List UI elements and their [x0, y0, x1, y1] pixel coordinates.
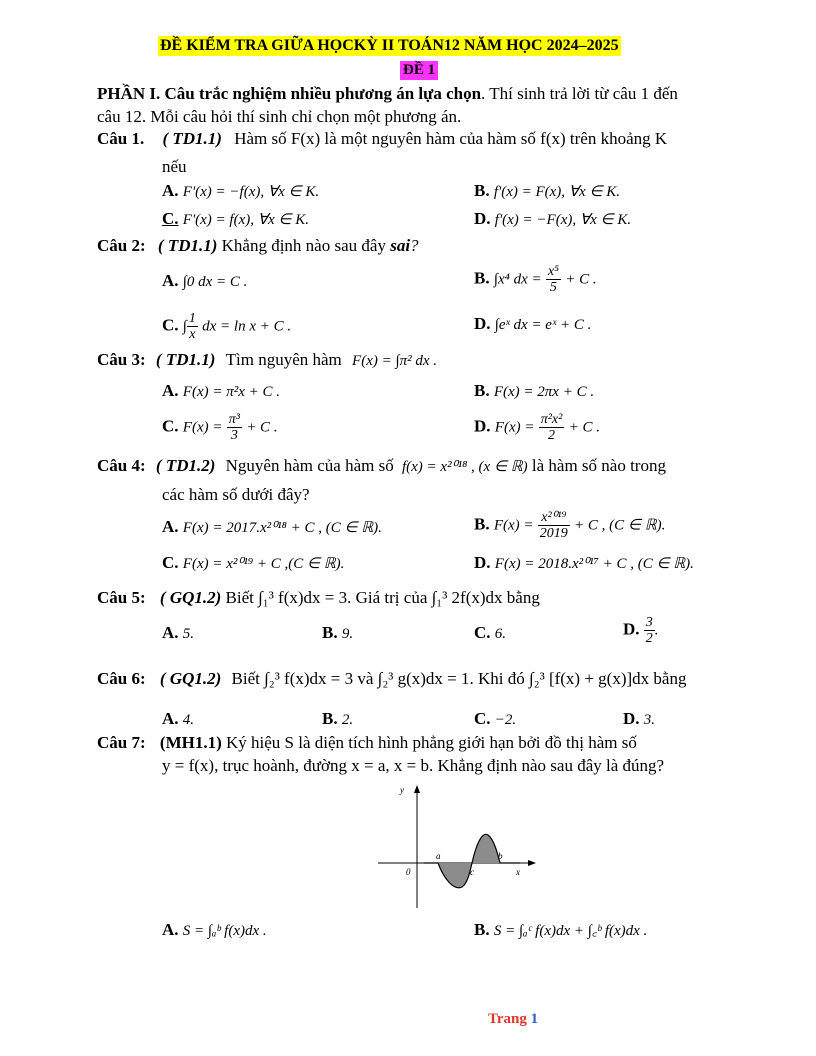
a-label: a: [436, 851, 441, 861]
q6-option-d[interactable]: D. 3.: [623, 709, 656, 728]
q6-option-a[interactable]: A. 4.: [162, 709, 195, 728]
q2-option-a[interactable]: A. ∫0 dx = C .: [162, 271, 248, 290]
question-text: Hàm số F(x) là một nguyên hàm của hàm số f(x) trên khoảng K: [234, 129, 668, 148]
q4-option-a[interactable]: A. F(x) = 2017.x²⁰¹⁸ + C , (C ∈ ℝ).: [162, 517, 382, 536]
question-5: Câu 5: ( GQ1.2) Biết ∫₁³ f(x)dx = 3. Giá trị của ∫₁³ 2f(x)dx bằng: [97, 588, 540, 607]
part1-heading: PHẦN I. Câu trắc nghiệm nhiều phương án lựa chọn: [97, 84, 482, 103]
area-graph-figure: [370, 783, 540, 911]
question-6: Câu 6: ( GQ1.2) Biết ∫₂³ f(x)dx = 3 và ∫₂³ g(x)dx = 1. Khi đó ∫₂³ [f(x) + g(x)]dx bằng: [97, 669, 687, 688]
x-axis-arrow: [528, 860, 536, 866]
q2-option-b[interactable]: B. ∫x⁴ dx = $\frac{\text{x⁵}}{5}$ + C .: [474, 264, 597, 295]
q4-option-c[interactable]: C. F(x) = x²⁰¹⁹ + C ,(C ∈ ℝ).: [162, 553, 345, 572]
question-3: Câu 3: ( TD1.1) Tìm nguyên hàm F(x) = ∫π² dx .: [97, 350, 438, 369]
page-footer: [488, 1011, 538, 1028]
c-label: c: [470, 867, 474, 877]
question-4: Câu 4: ( TD1.2) Nguyên hàm của hàm số f(x) = x²⁰¹⁸ , (x ∈ ℝ) là hàm số nào trong: [97, 456, 666, 475]
q3-option-c[interactable]: C. F(x) = $\frac{\text{π³}}{3}$ + C .: [162, 412, 278, 443]
area-below-axis: [438, 863, 472, 888]
question-tag: ( TD1.1): [162, 129, 222, 148]
question-label: Câu 1.: [97, 129, 145, 148]
q6-option-b[interactable]: B. 2.: [322, 709, 354, 728]
q5-option-b[interactable]: B. 9.: [322, 623, 354, 642]
function-curve: [424, 834, 520, 887]
b-label: b: [498, 851, 503, 861]
page-label: Trang: [488, 1011, 527, 1027]
q5-option-c[interactable]: C. 6.: [474, 623, 507, 642]
q6-option-c[interactable]: C. −2.: [474, 709, 517, 728]
question-1: [97, 129, 667, 149]
part1-intro: [97, 84, 678, 104]
q1-option-d[interactable]: D. f'(x) = −F(x), ∀x ∈ K.: [474, 209, 632, 228]
q2-option-c[interactable]: C. ∫ $\frac{1}{x}$ dx = ln x + C .: [162, 311, 292, 342]
q1-option-a[interactable]: A. F'(x) = −f(x), ∀x ∈ K.: [162, 181, 320, 200]
part1-intro-line1: . Thí sinh trả lời từ câu 1 đến: [481, 84, 678, 103]
q2-option-d[interactable]: D. ∫eˣ dx = eˣ + C .: [474, 314, 592, 333]
q3-option-d[interactable]: D. F(x) = $\frac{\text{π²x²}}{2}$ + C .: [474, 412, 600, 443]
q7-option-b[interactable]: B. S = ∫ₐᶜ f(x)dx + ∫꜀ᵇ f(x)dx .: [474, 920, 648, 939]
q4-option-b[interactable]: B. F(x) = $\frac{\text{x²⁰¹⁹}}{2019}$ + C , (C ∈ ℝ).: [474, 510, 666, 541]
question-text-cont: y = f(x), trục hoành, đường x = a, x = b. Khẳng định nào sau đây là đúng?: [162, 756, 665, 775]
part1-intro-line2: câu 12. Mỗi câu hỏi thí sinh chỉ chọn một phương án.: [97, 107, 462, 126]
q5-option-a[interactable]: A. 5.: [162, 623, 195, 642]
question-7: Câu 7: (MH1.1) Ký hiệu S là diện tích hình phẳng giới hạn bởi đồ thị hàm số: [97, 733, 637, 752]
page-number: 1: [530, 1011, 539, 1027]
y-label: y: [400, 785, 404, 795]
x-label: x: [516, 867, 520, 877]
exam-code-badge: ĐỀ 1: [400, 61, 438, 80]
y-axis-arrow: [414, 785, 420, 793]
exam-title: ĐỀ KIỂM TRA GIỮA HỌCKỲ II TOÁN12 NĂM HỌC 2024–2025: [160, 37, 619, 54]
question-text-cont: các hàm số dưới đây?: [162, 485, 310, 504]
q3-option-b[interactable]: B. F(x) = 2πx + C .: [474, 381, 595, 400]
q1-option-c[interactable]: C. F'(x) = f(x), ∀x ∈ K.: [162, 209, 309, 228]
question-text-cont: nếu: [162, 157, 187, 176]
q3-option-a[interactable]: A. F(x) = π²x + C .: [162, 381, 281, 400]
q4-option-d[interactable]: D. F(x) = 2018.x²⁰¹⁷ + C , (C ∈ ℝ).: [474, 553, 694, 572]
origin-label: 0: [406, 867, 411, 877]
q7-option-a[interactable]: A. S = ∫ₐᵇ f(x)dx .: [162, 920, 267, 939]
question-2: Câu 2: ( TD1.1) Khẳng định nào sau đây sai?: [97, 236, 419, 255]
q5-option-d[interactable]: D. $\frac{3}{2}$ .: [623, 615, 659, 646]
q1-option-b[interactable]: B. f'(x) = F(x), ∀x ∈ K.: [474, 181, 621, 200]
